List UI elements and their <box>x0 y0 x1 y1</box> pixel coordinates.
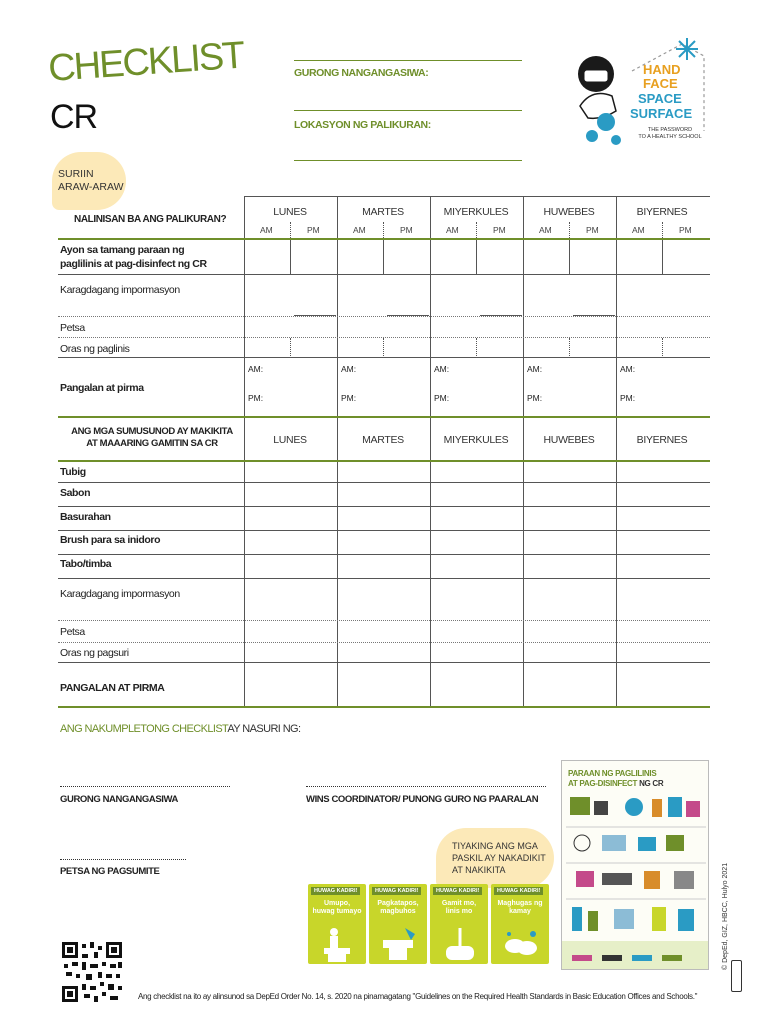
review-heading <box>60 723 300 735</box>
logo-tagline-1: THE PASSWORD <box>647 127 693 133</box>
handwash-icon <box>501 926 541 962</box>
card-tag: HUWAG KADIRI! <box>372 887 421 895</box>
s1-mid-solid <box>569 240 570 274</box>
s1-mid-dotted <box>383 222 384 238</box>
poster-card-clean <box>430 884 488 964</box>
card-text: Maghugas ng kamay <box>497 900 543 915</box>
s1-mid-dotted <box>290 338 291 356</box>
s1-date-line <box>294 315 336 316</box>
s1-am-wed: AM <box>446 225 459 235</box>
s2-row-line <box>58 482 710 483</box>
s1-mid-dotted <box>662 338 663 356</box>
s2-header-divider <box>58 460 710 462</box>
page-subtitle: CR <box>50 98 98 136</box>
page-title: CHECKLIST <box>47 34 245 91</box>
toilet-sit-icon <box>318 926 358 962</box>
s1-sign-pm: PM: <box>527 393 543 403</box>
s1-top-line <box>244 196 710 197</box>
s1-pm-wed: PM <box>493 225 506 235</box>
date-submit-line <box>60 859 186 860</box>
s2-row-time: Oras ng pagsuri <box>60 647 129 659</box>
card-text: Umupo, huwag tumayo <box>312 900 362 915</box>
s1-am-tue: AM <box>353 225 366 235</box>
s2-day-friday: BIYERNES <box>636 434 688 446</box>
s2-item-water: Tubig <box>60 466 86 478</box>
s1-mid-dotted <box>476 222 477 238</box>
cleaning-poster-thumbnail <box>561 760 709 970</box>
s2-question-line1: ANG MGA SUMUSUNOD AY MAKIKITA <box>71 426 233 437</box>
s1-mid-solid <box>383 240 384 274</box>
s1-date-line <box>387 315 429 316</box>
s1-row-date: Petsa <box>60 322 85 334</box>
poster-card-sit <box>308 884 366 964</box>
poster-illustrations <box>562 791 709 970</box>
s1-pm-thu: PM <box>586 225 599 235</box>
s1-bottom-line <box>58 416 710 418</box>
cc-license-icon <box>731 960 742 992</box>
reminder-line3: AT NAKIKITA <box>452 865 506 875</box>
logo-space: SPACE <box>638 91 682 106</box>
copyright-wrapper <box>722 820 746 970</box>
s1-mid-solid <box>476 240 477 274</box>
s1-vline <box>337 196 338 416</box>
s1-date-line <box>573 315 615 316</box>
card-text: Gamit mo, linis mo <box>441 900 477 915</box>
s1-row-extra-info: Karagdagang impormasyon <box>60 284 180 296</box>
s1-date-line <box>480 315 522 316</box>
card-text: Pagkatapos, magbuhos <box>377 900 419 915</box>
s2-item-soap: Sabon <box>60 487 91 499</box>
supervisor-label: GURONG NANGANGASIWA: <box>294 67 429 79</box>
s1-pm-tue: PM <box>400 225 413 235</box>
s2-row-extra-info: Karagdagang impormasyon <box>60 588 180 600</box>
logo-tagline-2: TO A HEALTHY SCHOOL <box>638 134 702 140</box>
s1-vline <box>244 196 245 416</box>
s2-row-dotted <box>58 620 710 621</box>
s1-mid-dotted <box>569 222 570 238</box>
s1-am-fri: AM <box>632 225 645 235</box>
s1-sign-am: AM: <box>248 364 264 374</box>
s2-row-line <box>58 506 710 507</box>
s2-row-sign: PANGALAN AT PIRMA <box>60 682 165 694</box>
s1-sign-pm: PM: <box>620 393 636 403</box>
s1-mid-dotted <box>383 338 384 356</box>
s1-day-friday: BIYERNES <box>636 206 688 218</box>
s2-row-line <box>58 578 710 579</box>
s1-row-method <box>60 243 207 271</box>
s1-sign-am: AM: <box>434 364 450 374</box>
date-submit-label: PETSA NG PAGSUMITE <box>60 866 160 877</box>
s1-question: NALINISAN BA ANG PALIKURAN? <box>74 214 227 225</box>
s1-row-dotted <box>58 316 710 317</box>
s1-sign-pm: PM: <box>248 393 264 403</box>
s2-day-monday: LUNES <box>273 434 307 446</box>
s1-mid-dotted <box>476 338 477 356</box>
s2-row-line <box>58 662 710 663</box>
s1-sign-pm: PM: <box>341 393 357 403</box>
sig2-label: WINS COORDINATOR/ PUNONG GURO NG PAARALAN <box>306 794 539 805</box>
brush-icon <box>440 926 480 962</box>
logo-face: FACE <box>643 76 678 91</box>
s2-item-tabo: Tabo/timba <box>60 558 112 570</box>
logo-surface: SURFACE <box>630 106 693 121</box>
s1-sign-am: AM: <box>620 364 636 374</box>
s1-pm-mon: PM <box>307 225 320 235</box>
s2-day-wednesday: MIYERKULES <box>443 434 509 446</box>
qr-code[interactable] <box>60 940 124 1004</box>
s2-item-brush: Brush para sa inidoro <box>60 534 161 546</box>
poster-title <box>568 769 663 789</box>
s2-bottom-line <box>58 706 710 708</box>
s1-day-monday: LUNES <box>273 206 307 218</box>
location-label: LOKASYON NG PALIKURAN: <box>294 119 431 131</box>
s1-pm-fri: PM <box>679 225 692 235</box>
card-tag: HUWAG KADIRI! <box>494 887 543 895</box>
s1-row-line <box>58 274 710 275</box>
review-heading-rest: AY NASURI NG: <box>227 723 301 735</box>
sig1-label: GURONG NANGANGASIWA <box>60 794 179 805</box>
s1-vline <box>616 196 617 416</box>
s2-row-line <box>58 554 710 555</box>
s1-row-sign: Pangalan at pirma <box>60 382 144 394</box>
logo-hand: HAND <box>643 62 681 77</box>
s1-day-tuesday: MARTES <box>362 206 404 218</box>
reminder-text <box>452 840 546 876</box>
s2-row-date: Petsa <box>60 626 85 638</box>
s1-mid-solid <box>290 240 291 274</box>
card-tag: HUWAG KADIRI! <box>311 887 360 895</box>
bubble-text <box>58 168 124 194</box>
s1-header-divider <box>58 238 710 240</box>
poster-title-suffix: NG CR <box>639 779 664 788</box>
header-line-top <box>294 60 522 61</box>
s1-row-method-line2: paglilinis at pag-disinfect ng CR <box>60 258 207 270</box>
s1-row-dotted <box>58 337 710 338</box>
s2-question-line2: AT MAAARING GAMITIN SA CR <box>86 438 218 449</box>
s1-am-thu: AM <box>539 225 552 235</box>
card-tag: HUWAG KADIRI! <box>433 887 482 895</box>
s2-day-thursday: HUWEBES <box>543 434 595 446</box>
s1-day-wednesday: MIYERKULES <box>443 206 509 218</box>
s2-row-dotted <box>58 642 710 643</box>
s1-day-thursday: HUWEBES <box>543 206 595 218</box>
s1-mid-dotted <box>290 222 291 238</box>
reminder-line1: TIYAKING ANG MGA <box>452 841 538 851</box>
s1-row-method-line1: Ayon sa tamang paraan ng <box>60 244 185 256</box>
s1-mid-solid <box>662 240 663 274</box>
review-heading-green: ANG NAKUMPLETONG CHECKLIST <box>60 723 228 735</box>
footer-reference: Ang checklist na ito ay alinsunod sa DepEd Order No. 14, s. 2020 na pinamagatang "Guidelines on the Required Health Standards in Basic Education Offices and Schools." <box>138 992 698 1001</box>
s1-row-line <box>58 357 710 358</box>
s2-question <box>62 426 242 450</box>
s1-vline <box>430 196 431 416</box>
poster-card-flush <box>369 884 427 964</box>
location-line <box>294 160 522 161</box>
s1-am-mon: AM <box>260 225 273 235</box>
reminder-line2: PASKIL AY NAKADIKIT <box>452 853 546 863</box>
s1-sign-pm: PM: <box>434 393 450 403</box>
s1-mid-dotted <box>569 338 570 356</box>
s1-sign-am: AM: <box>527 364 543 374</box>
s2-row-line <box>58 530 710 531</box>
sig1-line <box>60 786 230 787</box>
s1-vline <box>523 196 524 416</box>
bubble-line-2: ARAW-ARAW <box>58 181 124 193</box>
supervisor-line <box>294 110 522 111</box>
s1-mid-dotted <box>662 222 663 238</box>
poster-title-line2: AT PAG-DISINFECT <box>568 779 638 788</box>
poster-card-handwash <box>491 884 549 964</box>
copyright-text: © DepEd, GIZ, HBCC, Hulyo 2021 <box>722 862 729 970</box>
s2-item-trash: Basurahan <box>60 511 111 523</box>
sig2-line <box>306 786 546 787</box>
s2-day-tuesday: MARTES <box>362 434 404 446</box>
bubble-line-1: SURIIN <box>58 168 94 180</box>
poster-title-line1: PARAAN NG PAGLILINIS <box>568 769 657 778</box>
s1-row-time: Oras ng paglinis <box>60 343 130 355</box>
s1-sign-am: AM: <box>341 364 357 374</box>
flush-icon <box>379 926 419 962</box>
